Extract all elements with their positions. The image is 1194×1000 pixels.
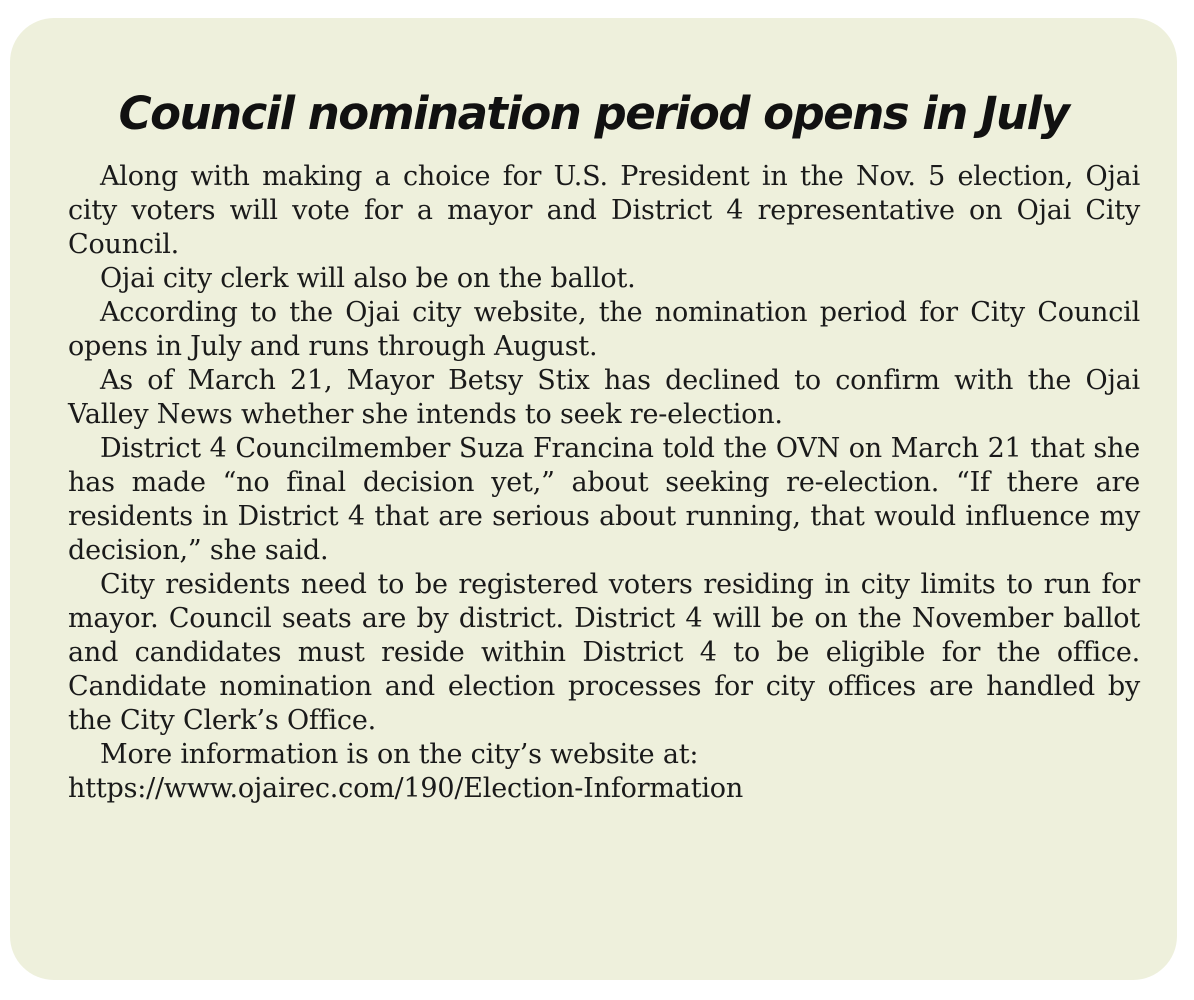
paragraph-3: According to the Ojai city website, the nomination period for City Council opens in July and runs through August. — [68, 297, 1140, 362]
paragraph-7: More information is on the city’s website at: — [100, 739, 699, 770]
election-info-url[interactable]: https://www.ojairec.com/190/Election-Information — [68, 773, 744, 804]
paragraph-6: City residents need to be registered voters residing in city limits to run for mayor. Council seats are by district. District 4 will be on the November ballot and candidates must reside within District 4 to be eligible for the office. Candidate nomination and election processes for city offices are handled by the City Clerk’s Office. — [68, 569, 1140, 736]
paragraph-4: As of March 21, Mayor Betsy Stix has declined to confirm with the Ojai Valley News whether she intends to seek re-election. — [68, 365, 1140, 430]
article-box — [10, 18, 1177, 980]
paragraph-1: Along with making a choice for U.S. President in the Nov. 5 election, Ojai city voters will vote for a mayor and District 4 representative on Ojai City Council. — [68, 161, 1140, 260]
paragraph-5: District 4 Councilmember Suza Francina told the OVN on March 21 that she has made “no final decision yet,” about seeking re-election. “If there are residents in District 4 that are serious about running, that would influence my decision,” she said. — [68, 433, 1140, 566]
paragraph-2: Ojai city clerk will also be on the ballot. — [100, 263, 636, 294]
article-body — [68, 160, 1140, 806]
headline: Council nomination period opens in July — [118, 87, 1069, 140]
